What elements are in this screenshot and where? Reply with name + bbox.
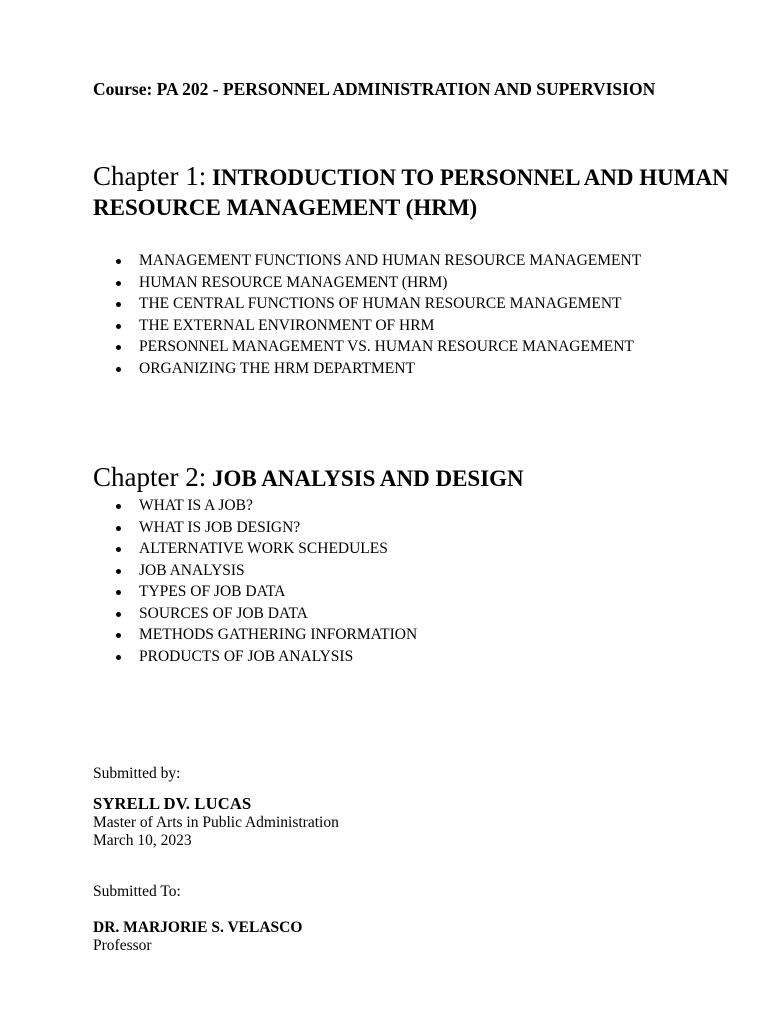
submission-date: March 10, 2023 — [93, 832, 192, 849]
chapter-2-title: JOB ANALYSIS AND DESIGN — [211, 466, 524, 491]
list-item: THE CENTRAL FUNCTIONS OF HUMAN RESOURCE MANAGEMENT — [139, 294, 699, 315]
submitted-to-label: Submitted To: — [93, 883, 181, 900]
author-degree: Master of Arts in Public Administration — [93, 814, 339, 831]
list-item: METHODS GATHERING INFORMATION — [139, 625, 699, 646]
chapter-2-heading — [93, 462, 733, 494]
list-item: MANAGEMENT FUNCTIONS AND HUMAN RESOURCE MANAGEMENT — [139, 251, 699, 272]
list-item: ALTERNATIVE WORK SCHEDULES — [139, 539, 699, 560]
list-item: SOURCES OF JOB DATA — [139, 604, 699, 625]
list-item: ORGANIZING THE HRM DEPARTMENT — [139, 359, 699, 380]
list-item: PRODUCTS OF JOB ANALYSIS — [139, 647, 699, 668]
chapter-1-heading — [93, 161, 733, 223]
professor-name: DR. MARJORIE S. VELASCO — [93, 919, 303, 936]
chapter-1-title: INTRODUCTION TO PERSONNEL AND HUMAN RESOURCE MANAGEMENT (HRM) — [93, 165, 729, 220]
list-item: WHAT IS A JOB? — [139, 496, 699, 517]
professor-role: Professor — [93, 937, 152, 954]
list-item: PERSONNEL MANAGEMENT VS. HUMAN RESOURCE MANAGEMENT — [139, 337, 699, 358]
list-item: TYPES OF JOB DATA — [139, 582, 699, 603]
chapter-1-prefix: Chapter 1: — [93, 161, 207, 191]
course-heading: Course: PA 202 - PERSONNEL ADMINISTRATION AND SUPERVISION — [93, 79, 656, 99]
list-item: THE EXTERNAL ENVIRONMENT OF HRM — [139, 316, 699, 337]
author-name: SYRELL DV. LUCAS — [93, 794, 252, 813]
submitted-by-label: Submitted by: — [93, 765, 181, 782]
chapter-2-topic-list — [93, 496, 699, 668]
list-item: JOB ANALYSIS — [139, 561, 699, 582]
list-item: HUMAN RESOURCE MANAGEMENT (HRM) — [139, 273, 699, 294]
chapter-1-topic-list — [93, 251, 699, 380]
list-item: WHAT IS JOB DESIGN? — [139, 518, 699, 539]
chapter-2-prefix: Chapter 2: — [93, 462, 207, 492]
